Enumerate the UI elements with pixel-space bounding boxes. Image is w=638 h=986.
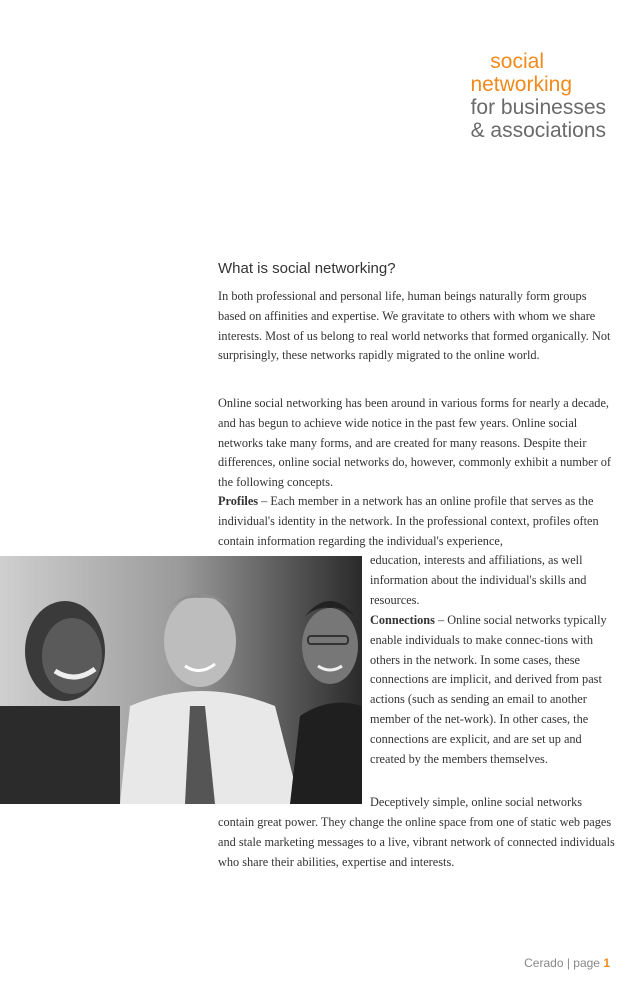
closing-paragraph: contain great power. They change the online space from one of static web pages and stale marketing messages to a live, vibrant network of connected individuals who share their abilities, expertise and interests. [218, 815, 615, 869]
title-block [470, 50, 606, 142]
closing-line-1: Deceptively simple, online social networks [370, 795, 583, 809]
footer-brand: Cerado | page [524, 956, 604, 970]
connections-term: Connections [370, 613, 435, 627]
profiles-term: Profiles [218, 494, 259, 508]
title-line-networking: networking [470, 73, 572, 96]
team-photo [0, 556, 362, 804]
paragraph-profiles-cont: education, interests and affiliations, as well information about the individual's skills and resources. [370, 553, 587, 607]
connections-text: – Online social networks typically enable individuals to make connec-tions with others in the network. In some cases, these connections are implicit, and derived from past actions (such as sending an email to another member of the net-work). In other cases, the connections are explicit, and are set up and created by the members themselves. [370, 613, 607, 766]
page-footer [524, 956, 610, 970]
paragraph-connections [370, 611, 618, 769]
paragraph-intro: In both professional and personal life, human beings naturally form groups based on affinities and expertise. We gravitate to others with whom we share interests. Most of us belong to real world networks that formed organically. Not surprisingly, these networks rapidly migrated to the online world. [218, 289, 611, 363]
profiles-text: – Each member in a network has an online profile that serves as the individual's identity in the network. In the professional context, profiles often contain information regarding the individual's experience, [218, 494, 599, 548]
paragraph-profiles [218, 492, 616, 551]
page-number: 1 [603, 956, 610, 970]
title-line-social: social [490, 50, 544, 73]
section-heading: What is social networking? [218, 260, 396, 277]
title-line-businesses: for businesses [470, 96, 606, 119]
title-line-associations: & associations [470, 119, 606, 142]
paragraph-online: Online social networking has been around in various forms for nearly a decade, and has begun to achieve wide notice in the past few years. Online social networks take many forms, and are created for many reasons. Despite their differences, online social networks do, however, commonly exhibit a number of the following concepts. [218, 396, 612, 490]
